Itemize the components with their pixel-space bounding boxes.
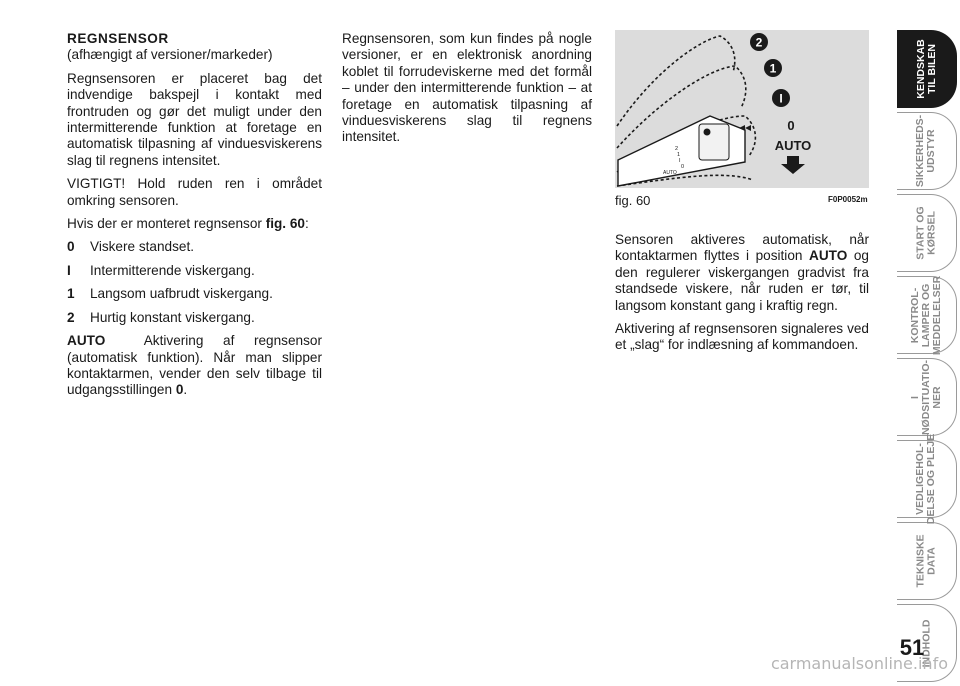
section-subtitle: (afhængigt af versioner/markeder) — [67, 47, 273, 63]
chapter-tabs — [897, 30, 957, 686]
list-item: 1 Langsom uafbrudt viskergang. — [67, 286, 273, 302]
wiper-stalk-figure — [615, 30, 869, 188]
page-number: 51 — [899, 635, 925, 660]
tab-vedligeholdelse[interactable]: VEDLIGEHOL- DELSE OG PLEJE — [897, 440, 957, 518]
activation-paragraph: Sensoren aktiveres automatisk, når kontaktarmen flyttes i position AUTO og den regulerer viskergangen gradvist fra standsede viskere, når ruden er tør, til langsom konstant gang i kraftig regn. — [615, 232, 869, 313]
section-heading: REGNSENSOR — [67, 31, 169, 46]
watermark: carmanualsonline.info — [770, 654, 948, 673]
figure-reference: fig. 60 — [265, 216, 305, 232]
position-I-label: I — [779, 91, 783, 106]
auto-label: AUTO — [774, 138, 812, 153]
middle-text-column — [342, 31, 592, 153]
list-item: 0 Viskere standset. — [67, 239, 195, 255]
auto-description: AUTO Aktivering af regnsensor (automatisk funktion). Når man slipper kontaktarmen, vender den selv tilbage til udgangsstillingen 0. — [67, 333, 322, 398]
tab-tekniske-data[interactable]: TEKNISKE DATA — [897, 522, 957, 600]
stalk-mark: 1 — [677, 152, 681, 158]
tab-indhold[interactable]: INDHOLD — [897, 604, 957, 682]
list-item: I Intermitterende viskergang. — [67, 262, 255, 278]
signal-paragraph: Aktivering af regnsensoren signaleres ved et „slag“ for indlæsning af kommandoen. — [615, 321, 869, 353]
tab-start-og-korsel[interactable]: START OG KØRSEL — [897, 194, 957, 272]
stalk-mark: I — [679, 158, 681, 164]
stalk-mark: 0 — [681, 164, 685, 170]
tab-kontrollamper[interactable]: KONTROL- LAMPER OG MEDDELELSER — [897, 276, 957, 354]
stalk-mark: 2 — [675, 146, 679, 152]
stalk-mark: AUTO — [663, 170, 677, 176]
position-2-label: 2 — [755, 35, 763, 50]
figure-caption: fig. 60 — [615, 193, 651, 208]
wiper-stalk-illustration — [615, 30, 869, 188]
tab-nodsituationer[interactable]: I NØDSITUATIO- NER — [897, 358, 957, 436]
important-note: VIGTIGT! Hold ruden ren i området omkring sensoren. — [67, 176, 322, 208]
sensor-location-paragraph: Regnsensoren er placeret bag det indvendige bakspejl i kontakt med frontruden og gør det muligt under den intermitterende funktion at foretage en automatisk tilpasning af vinduesviskerens slag til regnens intensitet. — [67, 70, 322, 168]
position-1-label: 1 — [769, 61, 777, 76]
tab-kendskab-til-bilen[interactable]: KENDSKAB TIL BILEN — [897, 30, 957, 108]
left-text-column — [67, 31, 322, 406]
position-0-label: 0 — [787, 118, 795, 133]
right-text-column — [615, 232, 869, 361]
figure-code: F0P0052m — [828, 195, 868, 204]
figure-intro: Hvis der er monteret regnsensor fig. 60: — [67, 216, 309, 232]
list-item: 2 Hurtig konstant viskergang. — [67, 309, 255, 325]
sensor-intro-paragraph: Regnsensoren, som kun findes på nogle versioner, er en elektronisk anordning koblet til forrudeviskerne med det formål – under den intermitterende funktion – at foretage en automatisk tilpasning af vinduesviskerens slag til regnens intensitet. — [342, 31, 592, 145]
tab-sikkerhedsudstyr[interactable]: SIKKERHEDS- UDSTYR — [897, 112, 957, 190]
